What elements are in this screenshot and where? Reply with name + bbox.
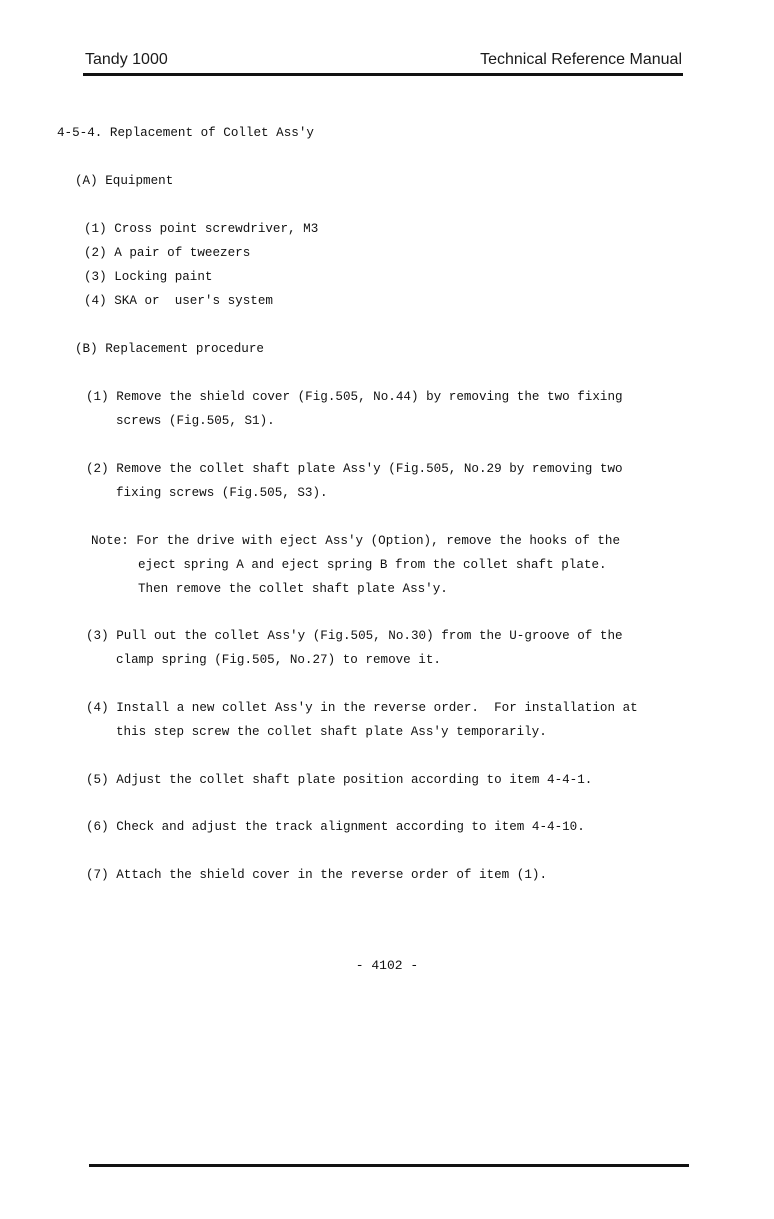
procedure-step-6: (6) Check and adjust the track alignment according to item 4-4-10. [86,820,585,834]
procedure-heading: (B) Replacement procedure [75,342,264,356]
equipment-item: (3) Locking paint [84,270,213,284]
procedure-step-4-line2: this step screw the collet shaft plate Ass'y temporarily. [116,725,547,739]
procedure-step-5: (5) Adjust the collet shaft plate position according to item 4-4-1. [86,773,593,787]
procedure-step-7: (7) Attach the shield cover in the reverse order of item (1). [86,868,548,882]
header-rule [83,73,683,76]
equipment-item: (4) SKA or user's system [84,294,273,308]
header-product: Tandy 1000 [85,51,168,68]
footer-rule [89,1164,689,1167]
note-line2: eject spring A and eject spring B from the collet shaft plate. [138,558,607,572]
procedure-step-1-line2: screws (Fig.505, S1). [116,414,275,428]
procedure-step-2-line2: fixing screws (Fig.505, S3). [116,486,328,500]
procedure-step-3-line1: (3) Pull out the collet Ass'y (Fig.505, No.30) from the U-groove of the [86,629,623,643]
procedure-step-2-line1: (2) Remove the collet shaft plate Ass'y (Fig.505, No.29 by removing two [86,462,623,476]
equipment-item: (2) A pair of tweezers [84,246,251,260]
procedure-step-1-line1: (1) Remove the shield cover (Fig.505, No.44) by removing the two fixing [86,390,623,404]
note-line1: Note: For the drive with eject Ass'y (Option), remove the hooks of the [91,534,621,548]
equipment-item: (1) Cross point screwdriver, M3 [84,222,319,236]
procedure-step-4-line1: (4) Install a new collet Ass'y in the reverse order. For installation at [86,701,638,715]
page-number: - 4102 - [355,958,419,973]
procedure-step-3-line2: clamp spring (Fig.505, No.27) to remove it. [116,653,441,667]
section-title: 4-5-4. Replacement of Collet Ass'y [57,126,314,140]
header-manual-title: Technical Reference Manual [480,51,682,68]
note-line3: Then remove the collet shaft plate Ass'y. [138,582,448,596]
equipment-heading: (A) Equipment [75,174,174,188]
